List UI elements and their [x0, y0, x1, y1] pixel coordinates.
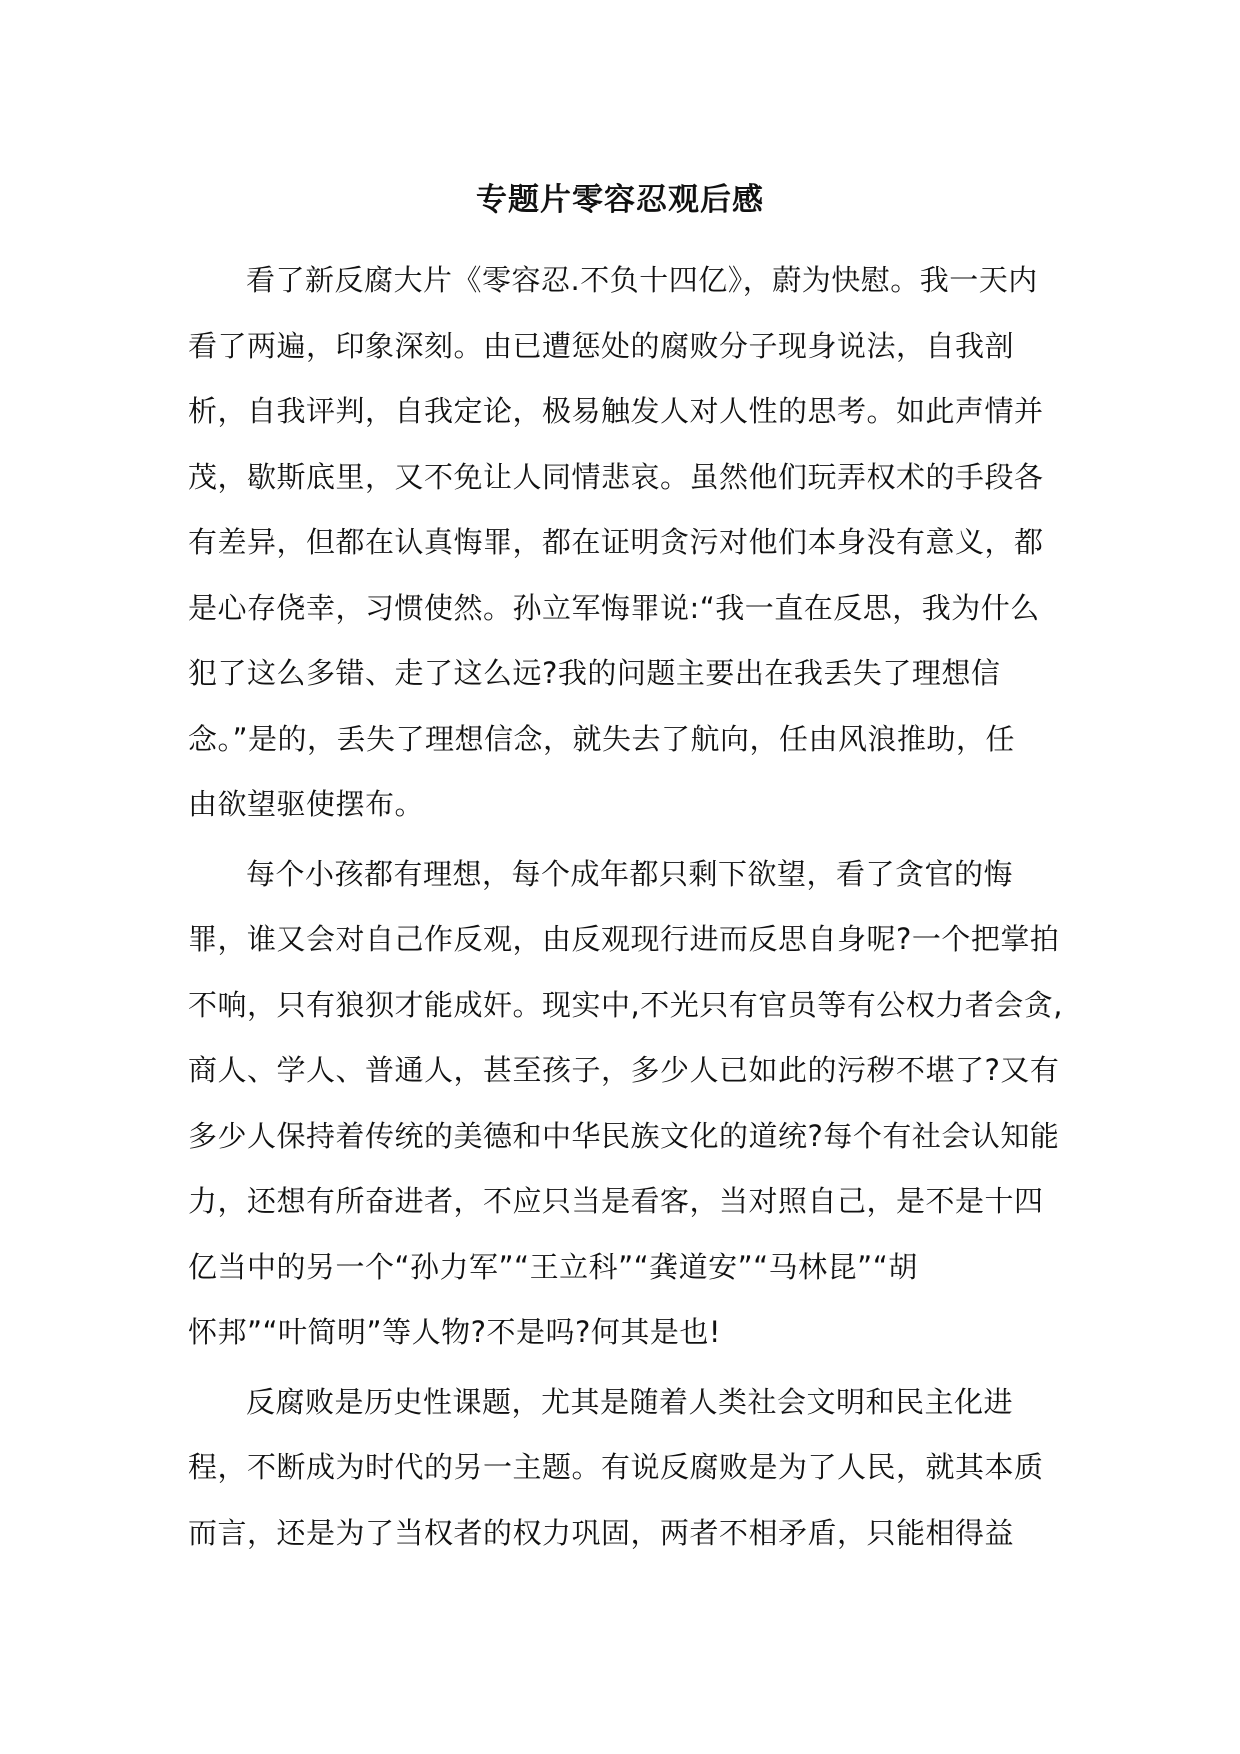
text-line: 析，自我评判，自我定论，极易触发人对人性的思考。如此声情并 — [188, 394, 1044, 428]
paragraph-2 — [188, 842, 1063, 1366]
text-line: 反腐败是历史性课题，尤其是随着人类社会文明和民主化进 — [246, 1384, 1014, 1419]
text-line: 念。”是的，丢失了理想信念，就失去了航向，任由风浪推助，任 — [188, 721, 1016, 756]
text-line: 是心存侥幸，习惯使然。孙立军悔罪说:“我一直在反思，我为什么 — [188, 590, 1040, 625]
text-line: 怀邦”“叶简明”等人物?不是吗?何其是也! — [188, 1315, 721, 1349]
text-line: 程，不断成为时代的另一主题。有说反腐败是为了人民，就其本质 — [188, 1450, 1044, 1484]
text-line: 罪，谁又会对自己作反观，由反观现行进而反思自身呢?一个把掌拍 — [188, 922, 1060, 956]
text-line: 每个小孩都有理想，每个成年都只剩下欲望，看了贪官的悔 — [246, 856, 1014, 891]
document-body — [188, 248, 1063, 1570]
text-line: 而言，还是为了当权者的权力巩固，两者不相矛盾，只能相得益 — [188, 1515, 1015, 1550]
text-line: 看了两遍，印象深刻。由已遭惩处的腐败分子现身说法，自我剖 — [188, 328, 1015, 363]
paragraph-1 — [188, 248, 1058, 838]
text-line: 亿当中的另一个“孙力军”“王立科”“龚道安”“马林昆”“胡 — [188, 1249, 918, 1284]
text-line: 茂，歇斯底里，又不免让人同情悲哀。虽然他们玩弄权术的手段各 — [188, 459, 1044, 494]
text-line: 多少人保持着传统的美德和中华民族文化的道统?每个有社会认知能 — [188, 1118, 1060, 1153]
paragraph-3 — [188, 1370, 1058, 1567]
document-title: 专题片零容忍观后感 — [476, 182, 764, 218]
text-line: 力，还想有所奋进者，不应只当是看客，当对照自己，是不是十四 — [188, 1184, 1044, 1218]
text-line: 不响，只有狼狈才能成奸。现实中,不光只有官员等有公权力者会贪, — [188, 987, 1063, 1022]
text-line: 看了新反腐大片《零容忍.不负十四亿》，蔚为快慰。我一天内 — [246, 263, 1038, 297]
text-line: 犯了这么多错、走了这么远?我的问题主要出在我丢失了理想信 — [188, 656, 1001, 690]
text-line: 有差异，但都在认真悔罪，都在证明贪污对他们本身没有意义，都 — [188, 525, 1044, 559]
text-line: 由欲望驱使摆布。 — [188, 787, 425, 821]
text-line: 商人、学人、普通人，甚至孩子，多少人已如此的污秽不堪了?又有 — [188, 1053, 1060, 1087]
